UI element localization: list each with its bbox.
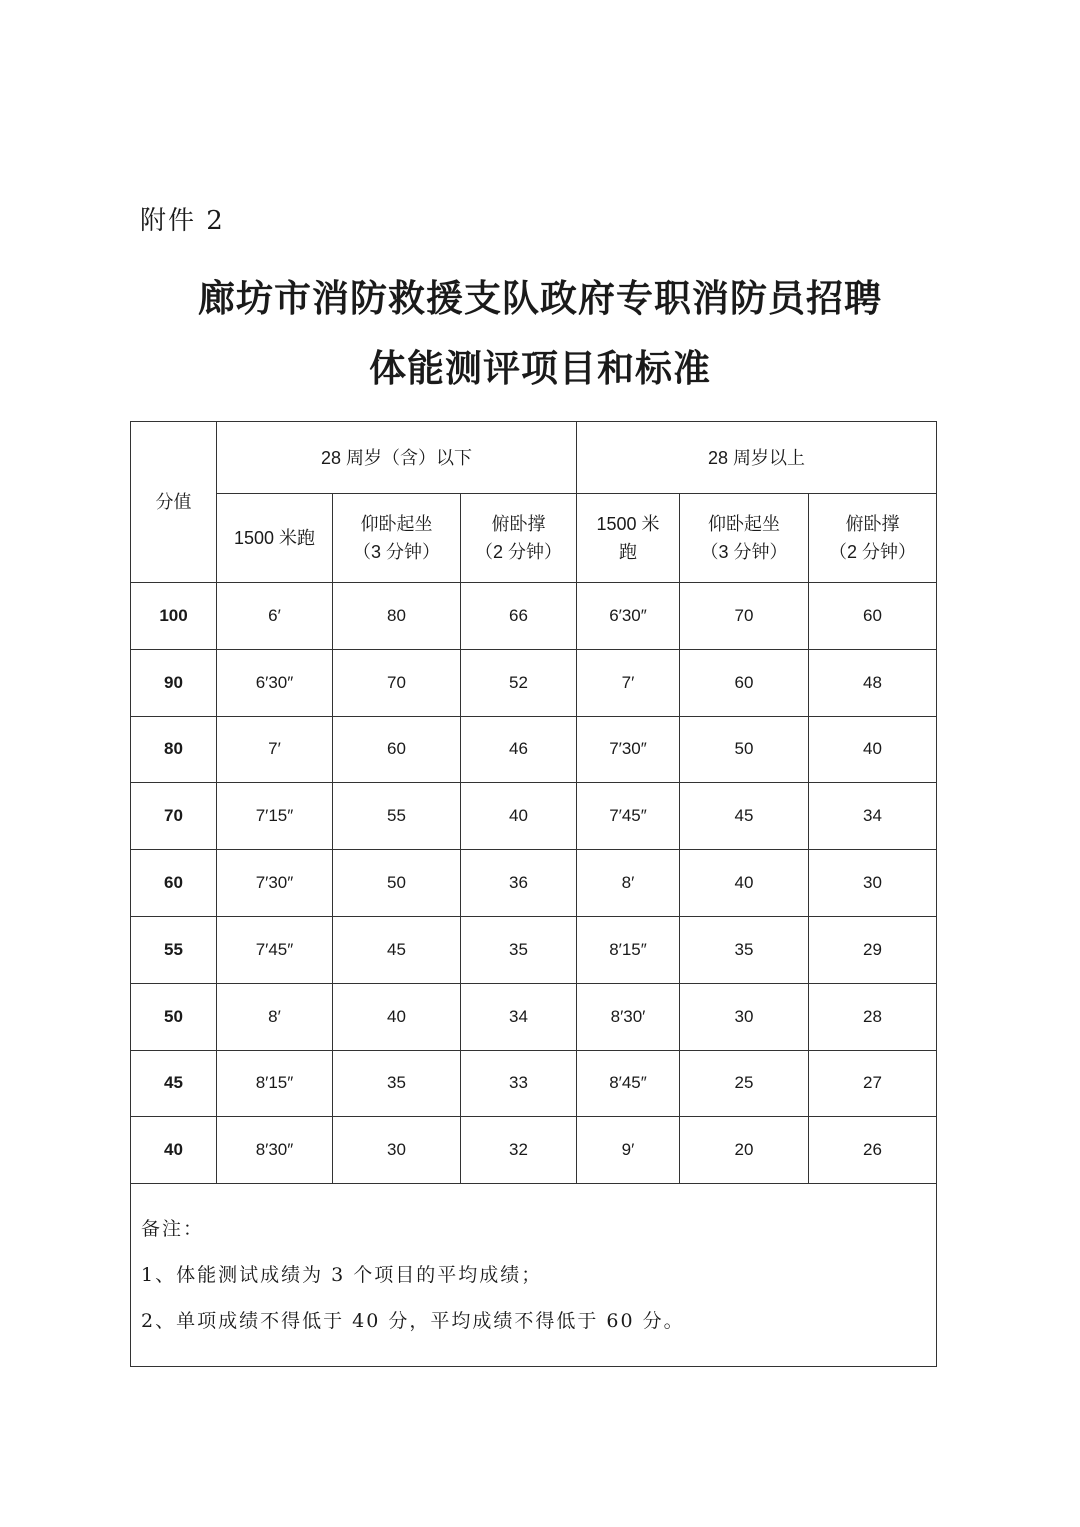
value-cell: 70 bbox=[333, 649, 461, 716]
value-cell: 80 bbox=[333, 583, 461, 650]
sub-header-line: 仰卧起坐 bbox=[708, 514, 780, 534]
value-cell: 40 bbox=[461, 783, 577, 850]
value-cell: 50 bbox=[333, 850, 461, 917]
value-cell: 40 bbox=[333, 983, 461, 1050]
value-cell: 6′30″ bbox=[217, 649, 333, 716]
value-cell: 8′15″ bbox=[217, 1050, 333, 1117]
value-cell: 60 bbox=[680, 649, 809, 716]
document-title-line2: 体能测评项目和标准 bbox=[369, 346, 711, 390]
value-cell: 30 bbox=[680, 983, 809, 1050]
value-cell: 60 bbox=[809, 583, 937, 650]
value-cell: 45 bbox=[680, 783, 809, 850]
value-cell: 26 bbox=[809, 1117, 937, 1184]
notes bbox=[131, 1184, 937, 1367]
value-cell: 55 bbox=[333, 783, 461, 850]
sub-header-line: 跑 bbox=[619, 542, 637, 562]
value-cell: 20 bbox=[680, 1117, 809, 1184]
value-cell: 35 bbox=[461, 916, 577, 983]
group-header-under-28: 28 周岁（含）以下 bbox=[217, 422, 577, 494]
sub-header-line: （2 分钟） bbox=[828, 542, 916, 562]
value-cell: 8′15″ bbox=[577, 916, 680, 983]
value-cell: 8′ bbox=[217, 983, 333, 1050]
document-title-line1: 廊坊市消防救援支队政府专职消防员招聘 bbox=[198, 276, 882, 320]
table-row bbox=[131, 983, 937, 1050]
note-line: 1、体能测试成绩为 3 个项目的平均成绩； bbox=[141, 1264, 543, 1287]
attachment-label: 附件 2 bbox=[140, 206, 225, 236]
value-cell: 6′ bbox=[217, 583, 333, 650]
sub-header bbox=[577, 494, 680, 583]
score-cell: 55 bbox=[131, 916, 217, 983]
table-row bbox=[131, 783, 937, 850]
table-row bbox=[131, 716, 937, 783]
value-cell: 7′30″ bbox=[577, 716, 680, 783]
sub-header-line: （3 分钟） bbox=[352, 542, 440, 562]
note-line: 2、单项成绩不得低于 40 分，平均成绩不得低于 60 分。 bbox=[141, 1310, 685, 1333]
sub-header-line: 俯卧撑 bbox=[845, 514, 900, 534]
table-row bbox=[131, 916, 937, 983]
sub-header-line: 1500 米跑 bbox=[233, 528, 316, 548]
value-cell: 46 bbox=[461, 716, 577, 783]
value-cell: 40 bbox=[809, 716, 937, 783]
score-cell: 45 bbox=[131, 1050, 217, 1117]
value-cell: 7′15″ bbox=[217, 783, 333, 850]
table-row bbox=[131, 649, 937, 716]
value-cell: 35 bbox=[333, 1050, 461, 1117]
sub-header-line: 俯卧撑 bbox=[491, 514, 546, 534]
sub-header bbox=[680, 494, 809, 583]
sub-header bbox=[333, 494, 461, 583]
score-header: 分值 bbox=[131, 422, 217, 583]
score-cell: 40 bbox=[131, 1117, 217, 1184]
sub-header-line: （3 分钟） bbox=[700, 542, 788, 562]
score-cell: 90 bbox=[131, 649, 217, 716]
value-cell: 8′ bbox=[577, 850, 680, 917]
value-cell: 27 bbox=[809, 1050, 937, 1117]
value-cell: 34 bbox=[461, 983, 577, 1050]
score-cell: 70 bbox=[131, 783, 217, 850]
group-header-over-28: 28 周岁以上 bbox=[577, 422, 937, 494]
score-cell: 50 bbox=[131, 983, 217, 1050]
sub-header bbox=[217, 494, 333, 583]
value-cell: 70 bbox=[680, 583, 809, 650]
value-cell: 8′45″ bbox=[577, 1050, 680, 1117]
table-row bbox=[131, 1117, 937, 1184]
value-cell: 7′ bbox=[217, 716, 333, 783]
value-cell: 48 bbox=[809, 649, 937, 716]
value-cell: 7′ bbox=[577, 649, 680, 716]
value-cell: 30 bbox=[809, 850, 937, 917]
score-cell: 100 bbox=[131, 583, 217, 650]
value-cell: 66 bbox=[461, 583, 577, 650]
sub-header bbox=[809, 494, 937, 583]
sub-header-line: 1500 米 bbox=[596, 514, 660, 534]
table-row bbox=[131, 850, 937, 917]
value-cell: 30 bbox=[333, 1117, 461, 1184]
value-cell: 7′45″ bbox=[217, 916, 333, 983]
value-cell: 8′30″ bbox=[217, 1117, 333, 1184]
value-cell: 40 bbox=[680, 850, 809, 917]
value-cell: 50 bbox=[680, 716, 809, 783]
value-cell: 6′30″ bbox=[577, 583, 680, 650]
value-cell: 25 bbox=[680, 1050, 809, 1117]
value-cell: 7′30″ bbox=[217, 850, 333, 917]
score-cell: 60 bbox=[131, 850, 217, 917]
value-cell: 28 bbox=[809, 983, 937, 1050]
value-cell: 29 bbox=[809, 916, 937, 983]
sub-header-line: （2 分钟） bbox=[474, 542, 562, 562]
score-cell: 80 bbox=[131, 716, 217, 783]
value-cell: 33 bbox=[461, 1050, 577, 1117]
value-cell: 34 bbox=[809, 783, 937, 850]
note-line: 备注： bbox=[141, 1218, 205, 1241]
value-cell: 35 bbox=[680, 916, 809, 983]
value-cell: 36 bbox=[461, 850, 577, 917]
value-cell: 32 bbox=[461, 1117, 577, 1184]
standards-table bbox=[130, 421, 937, 1367]
value-cell: 45 bbox=[333, 916, 461, 983]
value-cell: 8′30′ bbox=[577, 983, 680, 1050]
table-row bbox=[131, 583, 937, 650]
table-row bbox=[131, 1050, 937, 1117]
sub-header bbox=[461, 494, 577, 583]
value-cell: 9′ bbox=[577, 1117, 680, 1184]
sub-header-line: 仰卧起坐 bbox=[360, 514, 433, 534]
value-cell: 60 bbox=[333, 716, 461, 783]
value-cell: 7′45″ bbox=[577, 783, 680, 850]
value-cell: 52 bbox=[461, 649, 577, 716]
